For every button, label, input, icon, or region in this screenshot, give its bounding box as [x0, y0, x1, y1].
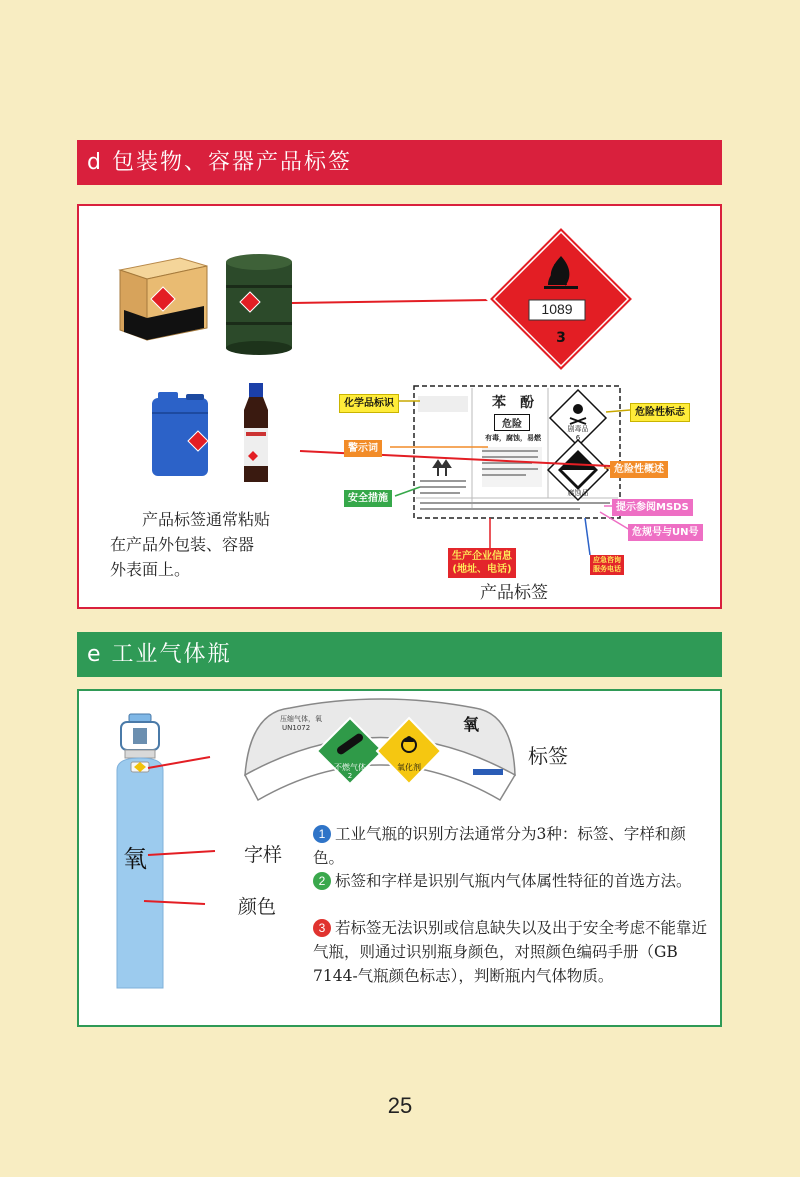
product-label-caption: 产品标签	[480, 583, 548, 603]
note-1	[313, 822, 708, 870]
diamond-1-text: 不燃气体	[334, 763, 366, 772]
note-text: 若标签无法识别或信息缺失以及出于安全考虑不能靠近气瓶，则通过识别瓶身颜色，对照颜色编码手册（GB 7144-气瓶颜色标志），判断瓶内气体物质。	[313, 919, 708, 985]
pictogram-1-class: 6	[575, 434, 581, 442]
callout-label: 标签	[528, 744, 568, 768]
callout-text-mark: 字样	[244, 844, 283, 866]
note-text: 工业气瓶的识别方法通常分为3种：标签、字样和颜色。	[313, 825, 686, 867]
hazard-class-number: 3	[556, 330, 566, 346]
section-e-header: e 工业气体瓶	[77, 632, 722, 677]
description-line: 产品标签通常粘贴	[142, 510, 271, 529]
label-product-name: 苯 酚	[492, 395, 534, 411]
label-hazard-text: 有毒，腐蚀，易燃	[485, 434, 541, 442]
tag-emergency: 应急咨询 服务电话	[590, 555, 624, 575]
section-d-header: d 包装物、容器产品标签	[77, 140, 722, 185]
tag-warning-word: 警示词	[344, 440, 382, 457]
description-line: 外表面上。	[110, 560, 191, 579]
pictogram-2-text: 腐蚀品	[567, 489, 589, 497]
label-signal-word: 危险	[494, 414, 530, 431]
tag-hazard-mark: 危险性标志	[630, 403, 690, 422]
note-number: 2	[313, 872, 331, 890]
tag-un-number: 危规号与UN号	[628, 524, 703, 541]
note-text: 标签和字样是识别气瓶内气体属性特征的首选方法。	[335, 872, 692, 890]
tag-msds: 提示参阅MSDS	[612, 499, 693, 516]
diamond-2-text: 氧化剂	[397, 763, 421, 772]
description-line: 在产品外包装、容器	[110, 535, 255, 554]
tag-hazard-overview: 危险性概述	[610, 461, 668, 478]
un-number: 1089	[541, 301, 573, 317]
tag-safety-measures: 安全措施	[344, 490, 392, 507]
callout-color: 颜色	[238, 896, 277, 918]
note-number: 1	[313, 825, 331, 843]
pictogram-1-text: 剧毒品	[567, 425, 589, 433]
cylinder-label-char: 氧	[463, 715, 480, 734]
tag-chemical-id: 化学品标识	[339, 394, 399, 413]
cylinder-label-title: 压缩气体，氧	[280, 715, 322, 723]
note-number: 3	[313, 919, 331, 937]
page-number: 25	[387, 1093, 413, 1118]
note-3	[313, 916, 708, 988]
note-2	[313, 869, 708, 893]
diamond-1-class: 2	[347, 772, 353, 780]
cylinder-label-un: UN1072	[282, 724, 311, 732]
cylinder-text-mark: 氧	[123, 845, 147, 873]
tag-manufacturer: 生产企业信息 (地址、电话)	[448, 548, 516, 578]
